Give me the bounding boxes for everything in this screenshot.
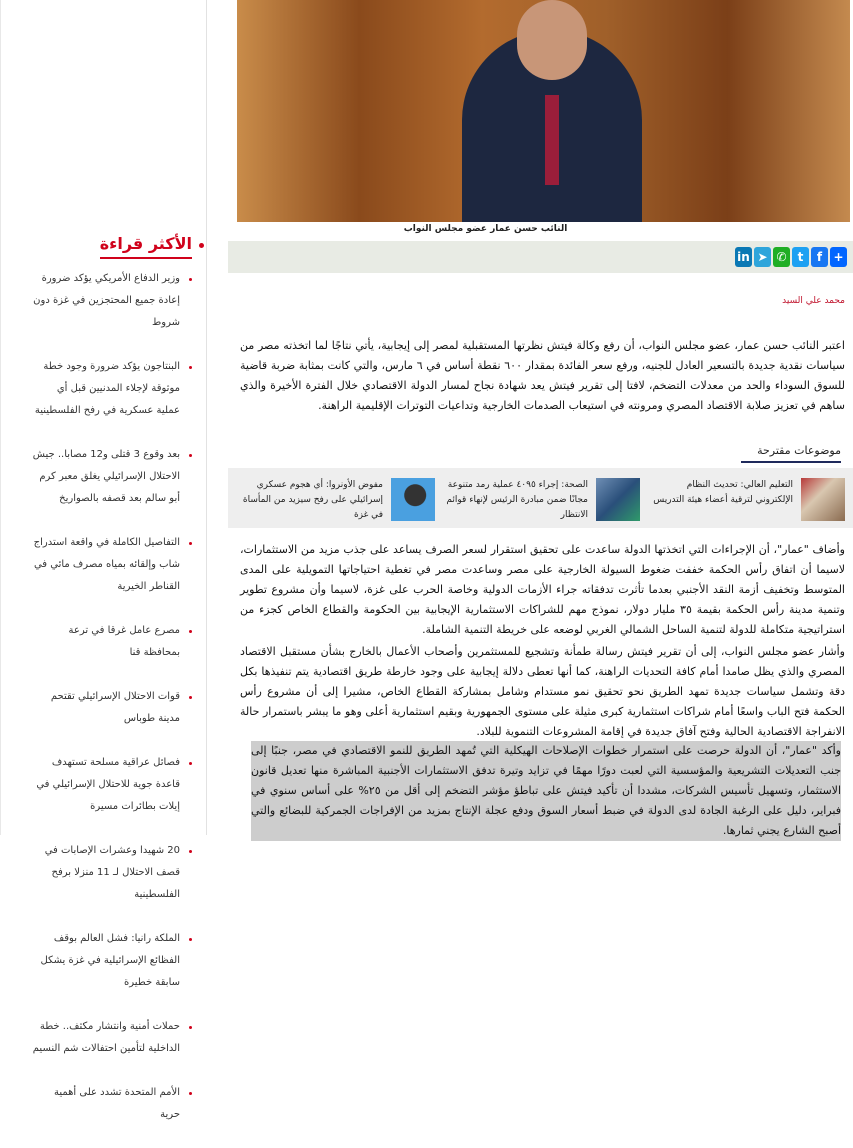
- whatsapp-icon[interactable]: ✆: [773, 247, 790, 267]
- most-read-item[interactable]: التفاصيل الكاملة في واقعة استدراج شاب وإلقائه بمياه مصرف مائي في القناطر الخيرية: [32, 532, 192, 598]
- photo-tie: [545, 95, 559, 185]
- telegram-icon[interactable]: ➤: [754, 247, 771, 267]
- most-read-item[interactable]: قوات الاحتلال الإسرائيلي تقتحم مدينة طوباس: [32, 686, 192, 730]
- author-link[interactable]: محمد علي السيد: [782, 296, 845, 306]
- related-title: موضوعات مقترحة: [741, 444, 841, 463]
- most-read-title: الأكثر قراءة: [100, 234, 192, 259]
- most-read-item[interactable]: حملات أمنية وانتشار مكثف.. خطة الداخلية لتأمين احتفالات شم النسيم: [32, 1016, 192, 1060]
- plus-icon[interactable]: +: [830, 247, 847, 267]
- related-card[interactable]: [238, 478, 443, 528]
- most-read-sidebar: [0, 0, 207, 1120]
- related-card-title[interactable]: مفوض الأونروا: أي هجوم عسكري إسرائيلي على رفح سيزيد من المأساة في غزة: [242, 480, 383, 520]
- most-read-item[interactable]: مصرع عامل غرقا في ترعة بمحافظة قنا: [32, 620, 192, 664]
- linkedin-icon[interactable]: in: [735, 247, 752, 267]
- related-thumbnail[interactable]: [391, 478, 435, 521]
- most-read-list: [32, 268, 192, 1148]
- related-card-title[interactable]: الصحة: إجراء ٤٠٩٥ عملية رمد متنوعة مجانًا ضمن مبادرة الرئيس لإنهاء قوائم الانتظار: [446, 480, 588, 520]
- photo-head: [517, 0, 587, 80]
- most-read-item[interactable]: الملكة رانيا: فشل العالم بوقف الفظائع الإسرائيلية في غزة يشكل سابقة خطيرة: [32, 928, 192, 994]
- article-paragraph: وأشار عضو مجلس النواب، إلى أن تقرير فيتش رسالة طمأنة وتشجيع للمستثمرين وأصحاب الأعمال بالخارج بشأن مستقبل الاقتصاد المصري والذي يظل صامدا أمام كافة التحديات الراهنة، كما أنها تعطى دلالة إيجابية على وجود خارطة طريق اقتصادية يتم تنفيذها بكل دقة وتشمل سياسات جديدة تمهد الطريق نحو تحقيق نمو مستدام وشامل بمشاركة القطاع الخاص، مشيرا إلى أن مشروع رأس الحكمة فتح الباب واسعًا أمام شراكات استثمارية كبرى مثيلة على مستوى الجمهورية وبقيم استثمارية أعلى وهو ما يبشر باستمرار حالة الانفراجة الاقتصادية الحالية وفتح آفاق جديدة في إقامة المشروعات التنموية للبلاد.: [240, 645, 845, 738]
- related-card[interactable]: [648, 478, 853, 528]
- photo-caption: النائب حسن عمار عضو مجلس النواب: [403, 224, 568, 234]
- share-bar: [228, 241, 853, 273]
- related-thumbnail[interactable]: [801, 478, 845, 521]
- article-photo: [237, 0, 850, 222]
- article-paragraph-selected: وأكد "عمار"، أن الدولة حرصت على استمرار خطوات الإصلاحات الهيكلية التي تُمهد الطريق للنمو الاقتصادي في مصر، جنبًا إلى جنب التعديلات التشريعية والمؤسسية التي لعبت دورًا مهمًا في تزايد وتيرة تدفق الاستثمارات الأجنبية المباشرة منها تعديل قانون الاستثمار، وتسهيل تأسيس الشركات، مشددا أن تأكيد فيتش على تباطؤ مؤشر التضخم إلى أقل من ٢٥% على أساس سنوي في فبراير، دليل على الرغبة الجادة لدى الدولة في ضبط أسعار السوق ودفع عجلة الإنتاج بمزيد من الإفراجات الجمركية للبضائع والتي أصبح الشارع يجني ثمارها.: [251, 741, 841, 841]
- most-read-item[interactable]: بعد وقوع 3 قتلى و12 مصابا.. جيش الاحتلال الإسرائيلي يغلق معبر كرم أبو سالم بعد قصفه بالصواريخ: [32, 444, 192, 510]
- related-topics: [228, 468, 853, 528]
- most-read-item[interactable]: وزير الدفاع الأمريكي يؤكد ضرورة إعادة جميع المحتجزين في غزة دون شروط: [32, 268, 192, 334]
- related-thumbnail[interactable]: [596, 478, 640, 521]
- article-paragraph: وأضاف "عمار"، أن الإجراءات التي اتخذتها الدولة ساعدت على تحقيق استقرار لسعر الصرف يساعد على جذب مزيد من الاستثمارات، لاسيما أن اتفاق رأس الحكمة خففت ضغوط السيولة الخارجية على مصر وساعدت مصر في تغطية احتياجاتها التمويلية على المدى المتوسط وتخفيف أزمة النقد الأجنبي بعدما تأثرت تدفقاته جراء الأزمات الدولية وخاصة الحرب على غزة، لاسيما وأن مشروع تطوير وتنمية مدينة رأس الحكمة بقيمة ٣٥ مليار دولار، نموذج مهم للشراكات الاستثمارية الإيجابية بين الحكومة والقطاع الخاص كجزء من استراتيجية متكاملة للدولة لتنمية الساحل الشمالي الغربي لوضعه على خريطة التنمية الشاملة.: [240, 543, 845, 636]
- most-read-item[interactable]: البنتاجون يؤكد ضرورة وجود خطة موثوقة لإجلاء المدنيين قبل أي عملية عسكرية في رفح الفلسطينية: [32, 356, 192, 422]
- related-card-title[interactable]: التعليم العالي: تحديث النظام الإلكتروني لترقية أعضاء هيئة التدريس: [653, 480, 793, 505]
- most-read-item[interactable]: 20 شهيدا وعشرات الإصابات في قصف الاحتلال لـ 11 منزلا برفح الفلسطينية: [32, 840, 192, 906]
- facebook-icon[interactable]: f: [811, 247, 828, 267]
- most-read-item[interactable]: فصائل عراقية مسلحة تستهدف قاعدة جوية للاحتلال الإسرائيلي في إيلات بطائرات مسيرة: [32, 752, 192, 818]
- article-paragraph: اعتبر النائب حسن عمار، عضو مجلس النواب، أن رفع وكالة فيتش نظرتها المستقبلية لمصر إلى إيجابية، يأتي نتاجًا لما اتخذته مصر من سياسات نقدية جديدة بالتسعير العادل للجنيه، ورفع سعر الفائدة بمقدار ٦٠٠ نقطة أساس في ٦ مارس، والتي كانت بمثابة ضربة قاضية للسوق السوداء والحد من معدلات التضخم، لافتا إلى تقرير فيتش يعد شهادة نجاح لمسار الدولة الاقتصادي خلال الفترة الأخيرة والذي ساهم في تعزيز صلابة الاقتصاد المصري ومرونته في استيعاب الصدمات الخارجية وتداعيات التوترات الإقليمية الراهنة.: [240, 339, 845, 412]
- most-read-item[interactable]: الأمم المتحدة تشدد على أهمية حرية: [32, 1082, 192, 1126]
- twitter-icon[interactable]: t: [792, 247, 809, 267]
- related-card[interactable]: [443, 478, 648, 528]
